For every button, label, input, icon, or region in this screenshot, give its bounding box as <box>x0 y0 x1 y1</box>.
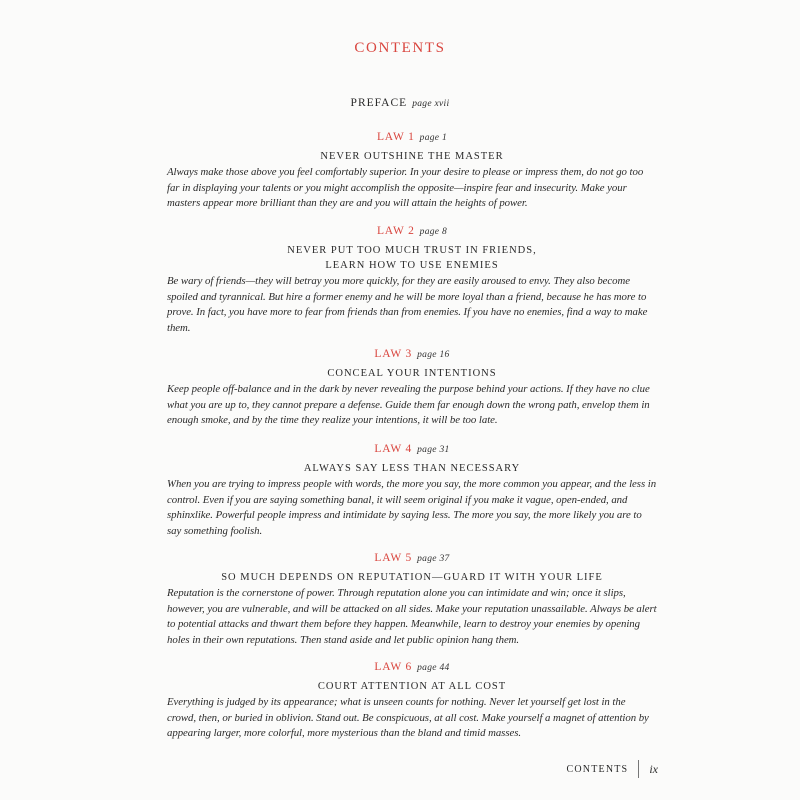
law-description: Everything is judged by its appearance; what is unseen counts for nothing. Never let yourself get lost in the crowd, then, or buried in oblivion. Stand out. Be conspicuous, at all cost. Make yourself a magnet of attention by appearing larger, more colorful, more mysterious than the bland and timid masses. <box>167 696 649 739</box>
footer-divider <box>638 760 639 778</box>
law-page: page 44 <box>417 663 450 673</box>
law-label: LAW 5 <box>374 552 413 564</box>
law-page: page 8 <box>419 227 448 237</box>
running-footer-label: CONTENTS <box>566 763 629 775</box>
law-title: NEVER OUTSHINE THE MASTER <box>320 151 504 162</box>
preface-entry <box>0 97 800 109</box>
law-entry-1 <box>167 130 657 212</box>
law-title: SO MUCH DEPENDS ON REPUTATION—GUARD IT WITH YOUR LIFE <box>221 572 603 583</box>
law-page: page 16 <box>417 350 450 360</box>
law-title: COURT ATTENTION AT ALL COST <box>317 681 507 692</box>
law-page: page 1 <box>419 133 448 143</box>
law-description: Keep people off-balance and in the dark by never revealing the purpose behind your actions. If they have no clue what you are up to, they cannot prepare a defense. Guide them far enough down the wrong path, envelop them in enough smoke, and by the time they realize your intentions, it will be too late. <box>167 383 650 426</box>
law-label: LAW 2 <box>376 225 415 237</box>
law-page: page 37 <box>417 554 450 564</box>
law-description: Always make those above you feel comfortably superior. In your desire to please or impress them, do not go too far in displaying your talents or you might accomplish the opposite—inspire fear and insecurity. Make your masters appear more brilliant than they are and you will attain the heights of power. <box>167 166 644 209</box>
law-title-line-1: NEVER PUT TOO MUCH TRUST IN FRIENDS, <box>287 245 537 256</box>
law-title-line-2: LEARN HOW TO USE ENEMIES <box>325 260 499 271</box>
law-entry-6 <box>167 660 657 742</box>
law-label: LAW 1 <box>376 131 415 143</box>
page-number: ix <box>649 761 658 776</box>
law-label: LAW 6 <box>374 661 413 673</box>
page-footer <box>567 760 659 778</box>
law-entry-5 <box>167 551 657 648</box>
law-description: When you are trying to impress people with words, the more you say, the more common you appear, and the less in control. Even if you are saying something banal, it will seem original if you make it vague, open-ended, and sphinxlike. Powerful people impress and intimidate by saying less. The more you say, the more likely you are to say something foolish. <box>167 478 657 537</box>
law-description: Reputation is the cornerstone of power. Through reputation alone you can intimidate and win; once it slips, however, you are vulnerable, and will be attacked on all sides. Make your reputation unassailable. Always be alert to potential attacks and thwart them before they happen. Meanwhile, learn to destroy your enemies by opening holes in their own reputations. Then stand aside and let public opinion hang them. <box>167 587 657 646</box>
law-page: page 31 <box>417 445 450 455</box>
page-title: CONTENTS <box>354 40 446 56</box>
law-title: CONCEAL YOUR INTENTIONS <box>327 368 497 379</box>
preface-label: PREFACE <box>350 97 408 109</box>
law-description: Be wary of friends—they will betray you more quickly, for they are easily aroused to envy. They also become spoiled and tyrannical. But hire a former enemy and he will be more loyal than a friend, because he has more to prove. In fact, you have more to fear from friends than from enemies. If you have no enemies, find a way to make them. <box>167 275 648 334</box>
law-entry-4 <box>167 442 657 539</box>
law-label: LAW 3 <box>374 348 413 360</box>
law-entry-3 <box>167 347 657 429</box>
preface-page: page xvii <box>412 99 450 109</box>
law-entry-2 <box>167 224 657 336</box>
law-label: LAW 4 <box>374 443 413 455</box>
law-title: ALWAYS SAY LESS THAN NECESSARY <box>303 463 521 474</box>
